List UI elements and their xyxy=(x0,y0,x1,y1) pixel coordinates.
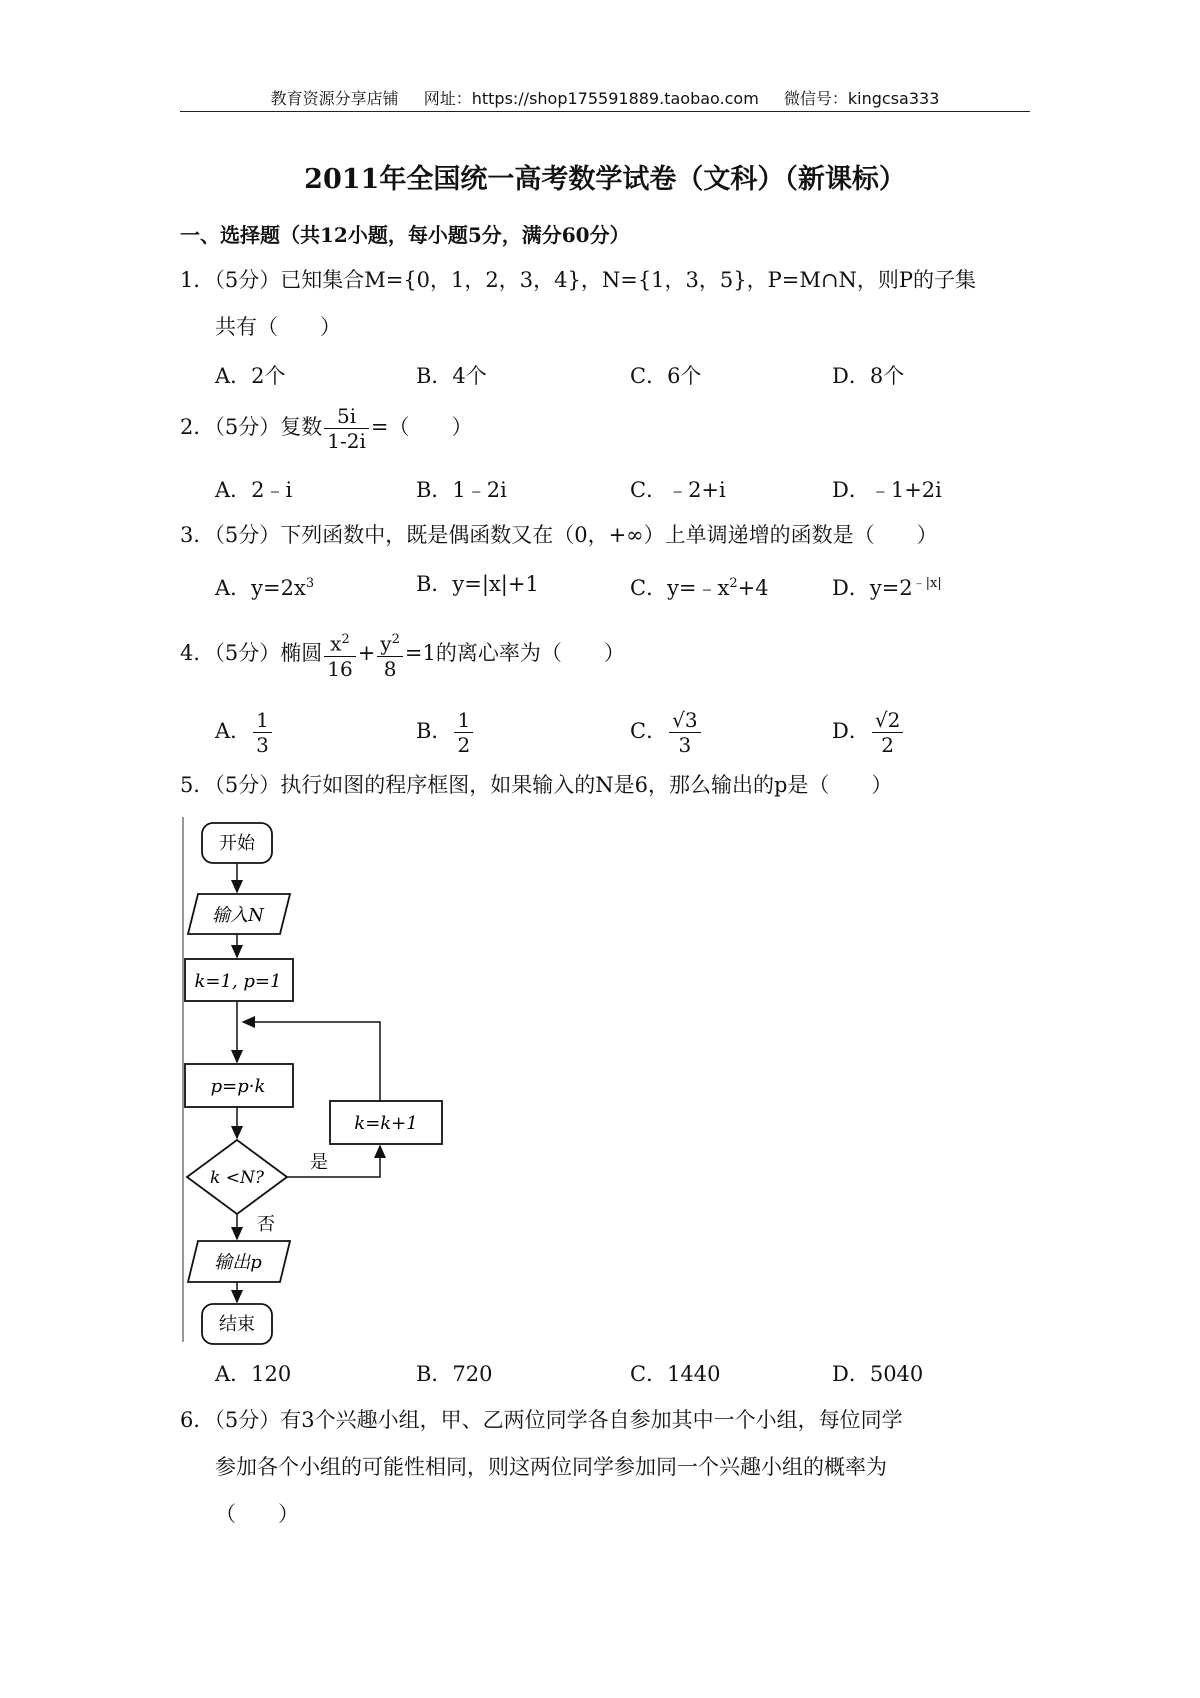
q4-fraction-y xyxy=(377,628,403,681)
page-header xyxy=(180,86,1030,109)
q4-b-fraction xyxy=(454,708,473,757)
q4-option-b xyxy=(416,708,475,757)
q6-line1: 6．（5分）有3个兴趣小组，甲、乙两位同学各自参加其中一个小组，每位同学 xyxy=(180,1408,903,1432)
q1-line1: 1．（5分）已知集合M={0，1，2，3，4}，N={1，3，5}，P=M∩N，则P的子集 xyxy=(180,268,976,292)
flow-no-label: 否 xyxy=(257,1214,275,1235)
flow-output-text: 输出p xyxy=(214,1252,262,1273)
q5-option-c: C．1440 xyxy=(630,1362,721,1386)
q3-option-c xyxy=(630,570,769,602)
q2-option-d: D．﹣1+2i xyxy=(832,478,942,502)
q4-c-num: √3 xyxy=(669,708,700,733)
q2-numerator: 5i xyxy=(324,404,369,429)
q1-option-d: D．8个 xyxy=(832,364,905,388)
q4-option-a xyxy=(215,708,274,757)
q3-a-exponent: 3 xyxy=(305,576,315,591)
q4-d-den: 2 xyxy=(881,733,894,757)
q4-d-label: D． xyxy=(832,719,870,743)
q3-c-exponent: 2 xyxy=(729,576,738,591)
q4-fraction-x xyxy=(324,628,355,681)
q4-c-label: C． xyxy=(630,719,668,743)
q1-option-a: A．2个 xyxy=(215,364,286,388)
q5-stem: 5．（5分）执行如图的程序框图，如果输入的N是6，那么输出的p是（ ） xyxy=(180,773,893,797)
q3-option-a xyxy=(215,570,314,602)
q3-option-d xyxy=(832,570,942,602)
q2-suffix: =（ ） xyxy=(370,415,473,439)
q4-f2-den: 8 xyxy=(383,656,397,681)
q6-line3: （ ） xyxy=(215,1502,299,1526)
flow-yes-arrow xyxy=(287,1146,380,1177)
q1-option-b: B．4个 xyxy=(416,364,487,388)
q4-c-den: 3 xyxy=(678,733,692,757)
flow-end-text: 结束 xyxy=(219,1314,255,1335)
q4-b-den: 2 xyxy=(457,733,471,757)
q3-d-base: D．y=2 xyxy=(832,576,913,600)
flow-init-text: k=1, p=1 xyxy=(194,971,282,992)
q2-prefix: 2．（5分）复数 xyxy=(180,415,323,439)
q2-fraction xyxy=(324,404,369,453)
flow-calc-text: p=p·k xyxy=(210,1076,266,1097)
flow-condition-text: k <N? xyxy=(210,1168,264,1188)
page-title: 2011年全国统一高考数学试卷（文科）（新课标） xyxy=(304,164,906,195)
q4-f1-den: 16 xyxy=(327,656,353,681)
q4-a-num: 1 xyxy=(253,708,272,733)
flow-input-text: 输入N xyxy=(212,905,264,926)
q3-a-base: A．y=2x xyxy=(215,576,306,600)
q4-f2-num-var: y xyxy=(380,631,392,656)
flow-increment-text: k=k+1 xyxy=(354,1113,418,1134)
q2-option-b: B．1﹣2i xyxy=(416,478,507,502)
q3-option-b: B．y=|x|+1 xyxy=(416,572,539,596)
q4-d-fraction xyxy=(872,708,903,757)
q2-denominator: 1-2i xyxy=(327,429,366,453)
header-wechat: 微信号：kingcsa333 xyxy=(783,89,940,108)
q3-c-tail: +4 xyxy=(737,576,769,600)
q6-line2: 参加各个小组的可能性相同，则这两位同学参加同一个兴趣小组的概率为 xyxy=(215,1455,887,1479)
q1-option-c: C．6个 xyxy=(630,364,702,388)
q4-f1-num-exp: 2 xyxy=(341,632,350,647)
q4-b-num: 1 xyxy=(454,708,473,733)
q3-stem: 3．（5分）下列函数中，既是偶函数又在（0，+∞）上单调递增的函数是（ ） xyxy=(180,523,938,547)
section-heading: 一、选择题（共12小题，每小题5分，满分60分） xyxy=(180,223,630,247)
flow-start-text: 开始 xyxy=(219,833,255,854)
q4-option-d xyxy=(832,708,905,757)
q5-flowchart xyxy=(180,812,460,1347)
q4-stem xyxy=(180,628,625,681)
q1-line2: 共有（ ） xyxy=(215,315,341,339)
flow-yes-label: 是 xyxy=(310,1152,328,1173)
q2-stem xyxy=(180,404,472,453)
q4-f1-num-var: x xyxy=(330,631,342,656)
q5-option-a: A．120 xyxy=(215,1362,292,1386)
q3-c-base: C．y=﹣x xyxy=(630,576,730,600)
q4-a-den: 3 xyxy=(256,733,269,757)
q4-d-num: √2 xyxy=(872,708,903,733)
q4-a-label: A． xyxy=(215,719,252,743)
header-divider xyxy=(180,111,1030,112)
q4-a-fraction xyxy=(253,708,272,757)
q4-b-label: B． xyxy=(416,719,453,743)
header-shop: 教育资源分享店铺 xyxy=(270,89,399,108)
q4-f2-num xyxy=(377,628,403,657)
q5-option-b: B．720 xyxy=(416,1362,493,1386)
q2-option-c: C．﹣2+i xyxy=(630,478,726,502)
q2-option-a: A．2﹣i xyxy=(215,478,293,502)
q4-f2-num-exp: 2 xyxy=(391,632,400,647)
q4-suffix: =1的离心率为（ ） xyxy=(404,640,625,665)
q4-f1-num xyxy=(324,628,355,657)
q4-plus: + xyxy=(357,640,376,665)
header-url: 网址：https://shop175591889.taobao.com xyxy=(423,89,759,108)
q4-prefix: 4．（5分）椭圆 xyxy=(180,640,323,665)
q5-option-d: D．5040 xyxy=(832,1362,924,1386)
q4-option-c xyxy=(630,708,703,757)
q3-d-exponent: ﹣|x| xyxy=(912,576,942,591)
q4-c-fraction xyxy=(669,708,700,757)
